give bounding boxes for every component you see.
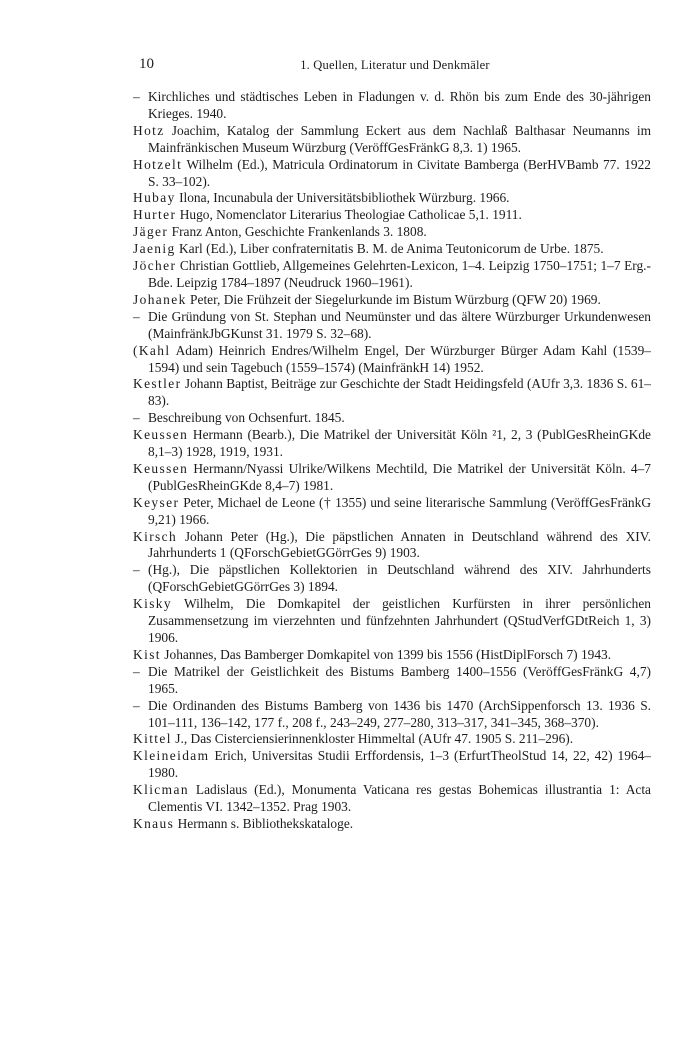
continuation-dash: –	[133, 308, 140, 324]
bibliography-entry	[133, 731, 651, 748]
entry-text: Hugo, Nomenclator Literarius Theologiae Catholicae 5,1. 1911.	[179, 207, 522, 223]
entry-text: Die Matrikel der Geistlichkeit des Bistums Bamberg 1400–1556 (VeröffGesFränkG 4,7) 1965.	[148, 663, 651, 696]
entry-text: Karl (Ed.), Liber confraternitatis B. M. de Anima Teutonicorum de Urbe. 1875.	[178, 241, 604, 257]
entry-author: Klicman	[133, 782, 189, 798]
entry-text: Johann Peter (Hg.), Die päpstlichen Annaten in Deutschland während des XIV. Jahrhunderts 1 (QForschGebietGGörrGes 9) 1903.	[148, 528, 651, 561]
bibliography-entry	[133, 258, 651, 292]
page-header	[139, 56, 651, 76]
entry-text: Johann Baptist, Beiträge zur Geschichte der Stadt Heidingsfeld (AUfr 3,3. 1836 S. 61–83).	[148, 376, 651, 409]
bibliography-entry	[133, 782, 651, 816]
page-number: 10	[139, 56, 154, 72]
bibliography-entry	[133, 461, 651, 495]
entry-text: Johannes, Das Bamberger Domkapitel von 1399 bis 1556 (HistDiplForsch 7) 1943.	[164, 646, 612, 662]
entry-author: Keyser	[133, 494, 180, 510]
bibliography-entry	[133, 596, 651, 647]
bibliography-entry	[133, 562, 651, 596]
entry-text: Hermann/Nyassi Ulrike/Wilkens Mechtild, Die Matrikel der Universität Köln. 4–7 (PublGesRheinGKde 8,4–7) 1981.	[148, 460, 651, 493]
bibliography-entry	[133, 157, 651, 191]
entry-author: (Kahl	[133, 342, 171, 358]
bibliography-entry	[133, 748, 651, 782]
bibliography-entry	[133, 292, 651, 309]
entry-text: Die Gründung von St. Stephan und Neumünster und das ältere Würzburger Urkundenwesen (MainfränkJbGKunst 31. 1979 S. 32–68).	[148, 308, 651, 341]
bibliography-entry	[133, 343, 651, 377]
entry-author: Kestler	[133, 376, 182, 392]
bibliography-entry	[133, 529, 651, 563]
entry-text: Peter, Michael de Leone († 1355) und seine literarische Sammlung (VeröffGesFränkG 9,21) 1966.	[148, 494, 651, 527]
bibliography-entry	[133, 89, 651, 123]
entry-text: Peter, Die Frühzeit der Siegelurkunde im Bistum Würzburg (QFW 20) 1969.	[190, 291, 601, 307]
bibliography-entry	[133, 309, 651, 343]
entry-text: Christian Gottlieb, Allgemeines Gelehrten-Lexicon, 1–4. Leipzig 1750–1751; 1–7 Erg.-Bde. Leipzig 1784–1897 (Neudruck 1960–1961).	[148, 258, 651, 290]
entry-author: Kittel	[133, 731, 172, 747]
continuation-dash: –	[133, 697, 140, 713]
continuation-dash: –	[133, 562, 140, 578]
bibliography-entry	[133, 410, 651, 427]
bibliography-entry	[133, 241, 651, 258]
bibliography-entry	[133, 123, 651, 157]
entry-text: Hermann s. Bibliothekskataloge.	[177, 815, 354, 831]
entry-text: J., Das Cisterciensierinnenkloster Himmeltal (AUfr 47. 1905 S. 211–296).	[175, 731, 574, 747]
entry-author: Keussen	[133, 427, 189, 443]
bibliography-entry	[133, 816, 651, 833]
entry-text: Ladislaus (Ed.), Monumenta Vaticana res gestas Bohemicas illustrantia 1: Acta Clementis VI. 1342–1352. Prag 1903.	[148, 782, 651, 815]
bibliography-entry	[133, 427, 651, 461]
entry-author: Knaus	[133, 815, 175, 831]
bibliography-entry	[133, 224, 651, 241]
bibliography-entry	[133, 647, 651, 664]
entry-author: Hotzelt	[133, 156, 183, 172]
entry-text: Die Ordinanden des Bistums Bamberg von 1436 bis 1470 (ArchSippenforsch 13. 1936 S. 101–111, 136–142, 177 f., 208 f., 243–249, 277–280, 313–317, 341–345, 368–370).	[148, 697, 651, 730]
entry-author: Jaenig	[133, 241, 176, 257]
entry-text: Ilona, Incunabula der Universitätsbibliothek Würzburg. 1966.	[179, 190, 510, 206]
entry-author: Johanek	[133, 291, 187, 307]
entry-author: Kleineidam	[133, 748, 210, 764]
bibliography-entry	[133, 495, 651, 529]
entry-author: Hotz	[133, 122, 165, 138]
entry-author: Kist	[133, 646, 161, 662]
bibliography-list	[133, 89, 651, 833]
entry-author: Kirsch	[133, 528, 178, 544]
entry-text: Hermann (Bearb.), Die Matrikel der Universität Köln ²1, 2, 3 (PublGesRheinGKde 8,1–3) 1928, 1919, 1931.	[148, 427, 651, 460]
entry-text: Franz Anton, Geschichte Frankenlands 3. 1808.	[171, 224, 427, 240]
entry-text: Beschreibung von Ochsenfurt. 1845.	[148, 410, 345, 426]
entry-text: (Hg.), Die päpstlichen Kollektorien in Deutschland während des XIV. Jahrhunderts (QForschGebietGGörrGes 3) 1894.	[148, 562, 651, 595]
entry-author: Hurter	[133, 207, 177, 223]
entry-author: Kisky	[133, 596, 172, 612]
continuation-dash: –	[133, 410, 140, 426]
entry-text: Wilhelm (Ed.), Matricula Ordinatorum in Civitate Bamberga (BerHVBamb 77. 1922 S. 33–102).	[148, 156, 651, 189]
bibliography-entry	[133, 698, 651, 732]
bibliography-entry	[133, 207, 651, 224]
entry-text: Kirchliches und städtisches Leben in Fladungen v. d. Rhön bis zum Ende des 30-jährigen Krieges. 1940.	[148, 89, 651, 121]
bibliography-entry	[133, 190, 651, 207]
running-title: 1. Quellen, Literatur und Denkmäler	[300, 58, 490, 72]
entry-author: Keussen	[133, 460, 189, 476]
continuation-dash: –	[133, 89, 140, 104]
entry-text: Joachim, Katalog der Sammlung Eckert aus dem Nachlaß Balthasar Neumanns im Mainfränkischen Museum Würzburg (VeröffGesFränkG 8,3. 1) 1965.	[148, 122, 651, 155]
bibliography-entry	[133, 376, 651, 410]
bibliography-entry	[133, 664, 651, 698]
entry-text: Wilhelm, Die Domkapitel der geistlichen Kurfürsten in ihrer persönlichen Zusammensetzung im vierzehnten und fünfzehnten Jahrhundert (QStudVerfGDtReich 1, 3) 1906.	[148, 596, 652, 645]
continuation-dash: –	[133, 663, 140, 679]
entry-author: Hubay	[133, 190, 176, 206]
entry-text: Erich, Universitas Studii Erffordensis, 1–3 (ErfurtTheolStud 14, 22, 42) 1964–1980.	[148, 748, 651, 781]
entry-text: Adam) Heinrich Endres/Wilhelm Engel, Der Würzburger Bürger Adam Kahl (1539–1594) und sein Tagebuch (1559–1574) (MainfränkH 14) 1952.	[148, 342, 651, 375]
entry-author: Jöcher	[133, 258, 177, 274]
entry-author: Jäger	[133, 224, 169, 240]
